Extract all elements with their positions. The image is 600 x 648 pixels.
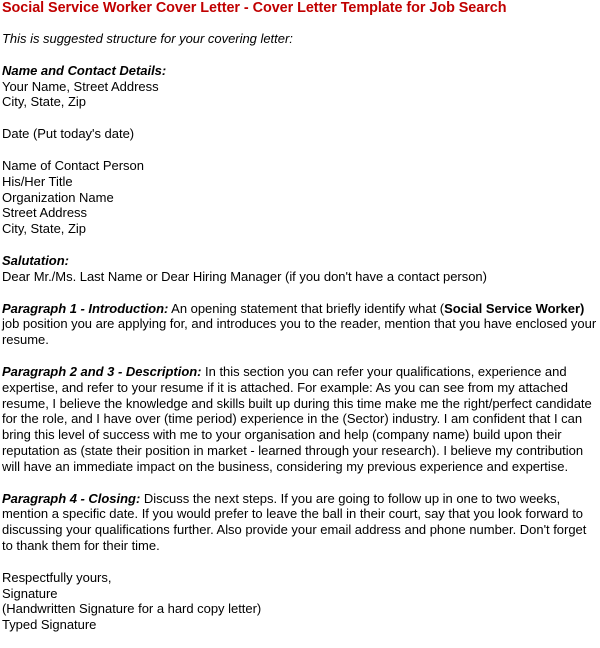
paragraph-2-3 (2, 364, 600, 475)
recipient-line-4: Street Address (2, 205, 87, 221)
contact-line-2: City, State, Zip (2, 94, 86, 110)
intro-line (2, 31, 598, 47)
paragraph-1-block (2, 301, 598, 348)
paragraph-4 (2, 491, 600, 554)
date-block (2, 126, 598, 142)
paragraph-2-3-text: In this section you can refer your qualifications, experience and expertise, and refer to your resume if it is attached. For example: As you can see from my attached resume, I believe the knowledge and skills built up during this time make me the right/perfect candidate for the role, and I have over (time period) experience in the (Sector) industry. I am confident that I can bring this level of success with me to your organisation and help (company name) build upon their reputation as (state their position in market - learned through your research). I believe my contribution will have an immediate impact on the business, considering my previous experience and expertise. (2, 363, 592, 474)
recipient-line-1: Name of Contact Person (2, 157, 144, 173)
page-title: Social Service Worker Cover Letter - Cover Letter Template for Job Search (2, 0, 507, 16)
recipient-line-3: Organization Name (2, 189, 114, 205)
paragraph-1 (2, 301, 600, 348)
paragraph-4-block (2, 491, 598, 554)
salutation-text: Dear Mr./Ms. Last Name or Dear Hiring Manager (if you don't have a contact person) (2, 268, 487, 284)
contact-line-1: Your Name, Street Address (2, 78, 159, 94)
closing-block (2, 570, 598, 633)
closing-signature: Signature (2, 585, 58, 601)
paragraph-2-3-block (2, 364, 598, 475)
paragraph-4-text: Discuss the next steps. If you are going to follow up in one to two weeks, mention a specific date. If you would prefer to leave the ball in their court, say that you look forward to discussing your qualifications further. Also provide your email address and phone number. Don't forget to thank them for their time. (2, 490, 587, 553)
intro-text: This is suggested structure for your covering letter: (2, 31, 293, 46)
closing-line-1: Respectfully yours, (2, 569, 112, 585)
recipient-line-2: His/Her Title (2, 173, 73, 189)
paragraph-1-job-title: Social Service Worker) (444, 300, 585, 316)
salutation-heading: Salutation: (2, 252, 69, 268)
paragraph-4-heading: Paragraph 4 - Closing: (2, 490, 141, 506)
paragraph-2-3-heading: Paragraph 2 and 3 - Description: (2, 363, 202, 379)
salutation-block (2, 253, 598, 285)
paragraph-1-heading: Paragraph 1 - Introduction: (2, 300, 169, 316)
contact-details (2, 63, 598, 110)
date-line: Date (Put today's date) (2, 126, 135, 142)
recipient-line-5: City, State, Zip (2, 221, 86, 237)
recipient-block (2, 158, 598, 237)
closing-typed-signature: Typed Signature (2, 617, 97, 633)
closing-handwritten-note: (Handwritten Signature for a hard copy letter) (2, 601, 262, 617)
paragraph-1-text-a: An opening statement that briefly identify what ( (168, 300, 445, 316)
letter-body (2, 31, 598, 633)
paragraph-1-text-b: job position you are applying for, and introduces you to the reader, mention that you have enclosed your resume. (2, 316, 597, 348)
contact-heading: Name and Contact Details: (2, 62, 167, 78)
